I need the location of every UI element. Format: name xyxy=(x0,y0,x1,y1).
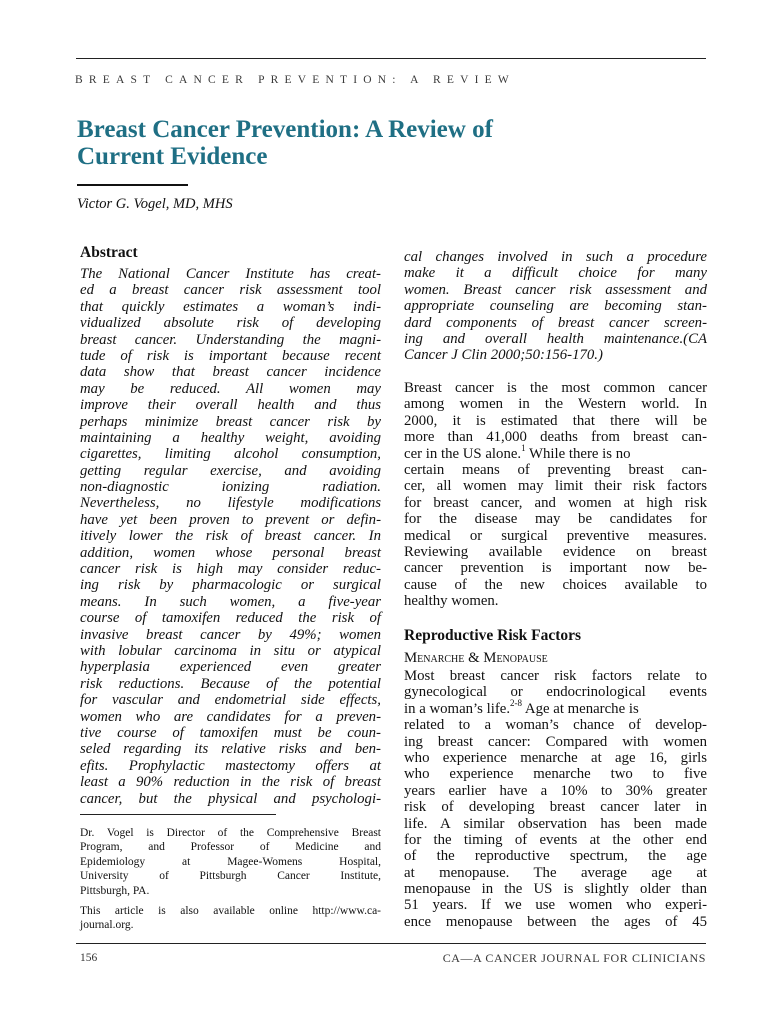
journal-name: CA—A CANCER JOURNAL FOR CLINICIANS xyxy=(442,951,706,965)
text-line: tude of risk is important because recent xyxy=(80,347,381,364)
text-line: risk reductions. Because of the potential xyxy=(80,675,381,692)
text-line: invasive breast cancer by 49%; women xyxy=(80,626,381,643)
text-line: who experience menarche at age 16, girls xyxy=(404,749,707,766)
text-line: Reviewing available evidence on breast xyxy=(404,543,707,560)
text-line: cer, all women may limit their risk factors xyxy=(404,478,707,495)
abstract-right-column xyxy=(404,249,707,364)
section-heading: Reproductive Risk Factors xyxy=(404,627,582,644)
footnote-line: journal.org. xyxy=(80,919,134,932)
text-line: ing and overall health maintenance.(CA xyxy=(404,330,707,347)
text-line: for the disease may be candidates for xyxy=(404,511,707,528)
text-line: cause of the new choices available to xyxy=(404,576,707,593)
text-line: cal changes involved in such a procedure xyxy=(404,249,707,265)
page-number: 156 xyxy=(80,952,98,964)
text-line: efits. Prophylactic mastectomy offers at xyxy=(80,757,381,774)
footnote-line: Epidemiology at Magee-Womens Hospital, xyxy=(80,855,381,868)
abstract-heading: Abstract xyxy=(80,244,138,261)
text-line: cancer, but the physical and psychologi- xyxy=(80,790,381,807)
text-line: may be reduced. All women may xyxy=(80,380,381,397)
top-rule xyxy=(76,58,706,59)
text-fragment: Age at menarche is xyxy=(522,700,639,717)
text-line: that quickly estimates a woman’s indi- xyxy=(80,298,381,315)
text-line: addition, women whose personal breast xyxy=(80,544,381,561)
text-line: have yet been proven to prevent or defin- xyxy=(80,511,381,528)
text-line: make it a difficult choice for many xyxy=(404,265,707,282)
text-line: 2000, it is estimated that there will be xyxy=(404,412,707,429)
text-line: ence menopause between the ages of 45 xyxy=(404,913,707,930)
text-line: more than 41,000 deaths from breast can- xyxy=(404,429,707,446)
text-line: women. Breast cancer risk assessment and xyxy=(404,281,707,298)
text-line: for the timing of events at the other end xyxy=(404,831,707,848)
text-line: appropriate counseling are becoming stan- xyxy=(404,298,707,315)
author-line: Victor G. Vogel, MD, MHS xyxy=(77,196,233,212)
abstract-left-column xyxy=(80,266,381,807)
title-line-1: Breast Cancer Prevention: A Review of xyxy=(77,116,493,143)
footnote-line: University of Pittsburgh Cancer Institute, xyxy=(80,870,381,883)
title-line-2: Current Evidence xyxy=(77,143,268,170)
text-line: of the reproductive spectrum, the age xyxy=(404,848,707,865)
text-line: Nevertheless, no lifestyle modifications xyxy=(80,495,381,512)
text-line: life. A similar observation has been made xyxy=(404,815,707,832)
text-line xyxy=(404,697,707,717)
footnote-line: Dr. Vogel is Director of the Comprehensive Breast xyxy=(80,827,381,839)
text-line: ing breast cancer: Compared with women xyxy=(404,733,707,750)
text-line: itively lower the risk of breast cancer. In xyxy=(80,528,381,545)
text-line: ing risk by pharmacologic or surgical xyxy=(80,577,381,594)
text-line: hyperplasia experienced even greater xyxy=(80,659,381,676)
text-line: ed a breast cancer risk assessment tool xyxy=(80,282,381,299)
running-head: BREAST CANCER PREVENTION: A REVIEW xyxy=(75,74,515,86)
title-underline xyxy=(77,184,188,186)
text-line: risk of developing breast cancer later in xyxy=(404,799,707,816)
article-title xyxy=(77,116,677,170)
text-line: Most breast cancer risk factors relate to xyxy=(404,668,707,684)
text-fragment: in a woman’s life. xyxy=(404,700,511,717)
introduction-paragraph xyxy=(404,380,707,609)
text-line: means. In such women, a five-year xyxy=(80,593,381,610)
footnote-line: Pittsburgh, PA. xyxy=(80,884,150,897)
text-line: The National Cancer Institute has creat- xyxy=(80,266,381,282)
text-line: cancer risk is high may consider reduc- xyxy=(80,561,381,578)
text-line: healthy women. xyxy=(404,593,499,610)
text-line: Cancer J Clin 2000;50:156-170.) xyxy=(404,347,603,364)
text-line: certain means of preventing breast can- xyxy=(404,461,707,478)
text-line: tive course of tamoxifen must be coun- xyxy=(80,724,381,741)
text-line: at menopause. The average age at xyxy=(404,864,707,881)
text-line: cigarettes, limiting alcohol consumption, xyxy=(80,446,381,463)
text-line: with lobular carcinoma in situ or atypical xyxy=(80,642,381,659)
author-footnote xyxy=(80,826,381,933)
text-line: least a 90% reduction in the risk of breast xyxy=(80,774,381,791)
text-line: course of tamoxifen reduced the risk of xyxy=(80,610,381,627)
text-fragment: cer in the US alone. xyxy=(404,445,522,462)
text-line: gynecological or endocrinological events xyxy=(404,684,707,701)
reference-superscript: 1 xyxy=(521,442,526,453)
text-line: vidualized absolute risk of developing xyxy=(80,315,381,332)
text-line: cancer prevention is important now be- xyxy=(404,560,707,577)
text-fragment: While there is no xyxy=(525,445,631,462)
text-line: 51 years. If we use women who experi- xyxy=(404,897,707,914)
text-line: for vascular and endometrial side effects, xyxy=(80,692,381,709)
text-line: menopause in the US is slightly older than xyxy=(404,881,707,898)
text-line: seled regarding its relative risks and ben- xyxy=(80,741,381,758)
text-line: getting regular exercise, and avoiding xyxy=(80,462,381,479)
footnote-rule xyxy=(80,814,276,815)
text-line: women who are candidates for a preven- xyxy=(80,708,381,725)
text-line: Breast cancer is the most common cancer xyxy=(404,380,707,396)
text-line: among women in the Western world. In xyxy=(404,396,707,413)
text-line: related to a woman’s chance of develop- xyxy=(404,717,707,734)
text-line: non-diagnostic ionizing radiation. xyxy=(80,479,381,496)
subsection-heading: Menarche & Menopause xyxy=(404,650,548,666)
reference-superscript: 2-8 xyxy=(510,697,523,708)
bottom-rule xyxy=(76,943,706,944)
text-line: data show that breast cancer incidence xyxy=(80,364,381,381)
text-line: medical or surgical preventive measures. xyxy=(404,527,707,544)
text-line: improve their overall health and thus xyxy=(80,397,381,414)
text-line: maintaining a healthy weight, avoiding xyxy=(80,429,381,446)
text-line: breast cancer. Understanding the magni- xyxy=(80,331,381,348)
text-line: who experience menarche two to five xyxy=(404,766,707,783)
text-line xyxy=(404,442,707,462)
footnote-line: This article is also available online http://www.ca- xyxy=(80,904,381,917)
text-line: for breast cancer, and women at high risk xyxy=(404,494,707,511)
menarche-paragraph xyxy=(404,668,707,930)
footnote-line: Program, and Professor of Medicine and xyxy=(80,841,381,854)
text-line: dard components of breast cancer screen- xyxy=(404,314,707,331)
text-line: years earlier have a 10% to 30% greater xyxy=(404,782,707,799)
text-line: perhaps minimize breast cancer risk by xyxy=(80,413,381,430)
